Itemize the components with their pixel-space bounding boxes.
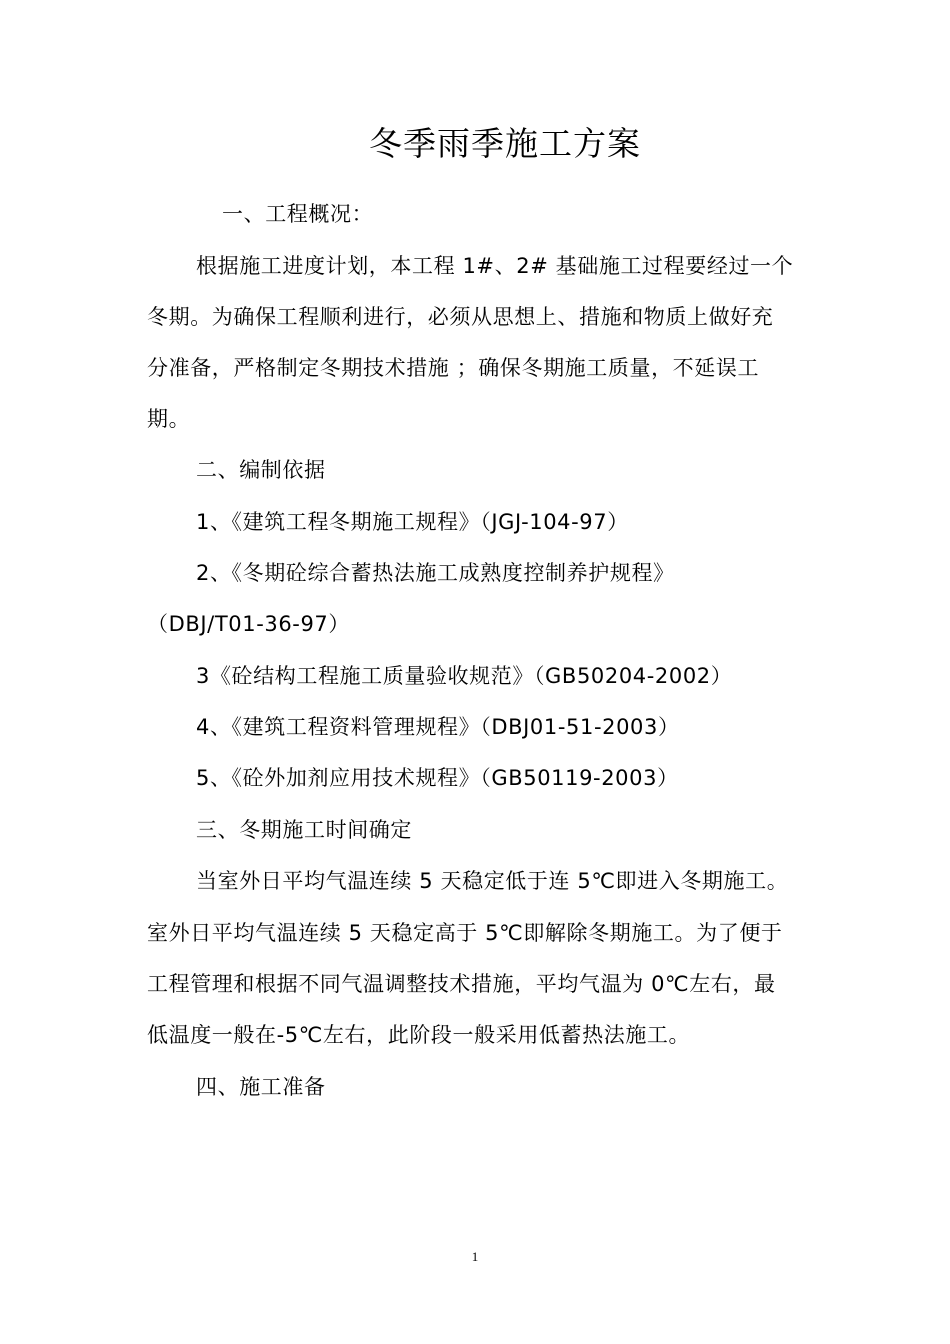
section-heading-basis: 二、编制依据 xyxy=(196,458,326,482)
paragraph-line: 低温度一般在-5℃左右，此阶段一般采用低蓄热法施工。 xyxy=(147,1023,691,1047)
section-heading-timing: 三、冬期施工时间确定 xyxy=(196,818,412,842)
reference-item: 3《砼结构工程施工质量验收规范》（GB50204-2002） xyxy=(196,664,733,688)
section-heading-overview: 一、工程概况： xyxy=(222,202,374,226)
reference-item-continuation: （DBJ/T01-36-97） xyxy=(147,612,350,636)
paragraph-line: 当室外日平均气温连续 5 天稳定低于连 5℃即进入冬期施工。 xyxy=(196,869,789,893)
document-title: 冬季雨季施工方案 xyxy=(369,124,641,163)
paragraph-line: 冬期。为确保工程顺利进行，必须从思想上、措施和物质上做好充 xyxy=(147,305,774,329)
reference-item: 1、《建筑工程冬期施工规程》（JGJ-104-97） xyxy=(196,510,629,534)
paragraph-line: 室外日平均气温连续 5 天稳定高于 5℃即解除冬期施工。为了便于 xyxy=(147,921,783,945)
reference-item: 2、《冬期砼综合蓄热法施工成熟度控制养护规程》 xyxy=(196,561,675,585)
paragraph-line: 分准备，严格制定冬期技术措施 ；确保冬期施工质量，不延误工 xyxy=(147,356,760,380)
section-heading-preparation: 四、施工准备 xyxy=(196,1075,326,1099)
reference-item: 4、《建筑工程资料管理规程》（DBJ01-51-2003） xyxy=(196,715,680,739)
paragraph-line: 期。 xyxy=(147,407,191,431)
paragraph-line: 工程管理和根据不同气温调整技术措施，平均气温为 0℃左右，最 xyxy=(147,972,776,996)
paragraph-line: 根据施工进度计划，本工程 1#、2# 基础施工过程要经过一个 xyxy=(196,254,794,278)
reference-item: 5、《砼外加剂应用技术规程》（GB50119-2003） xyxy=(196,766,679,790)
page-number: 1 xyxy=(471,1249,479,1264)
